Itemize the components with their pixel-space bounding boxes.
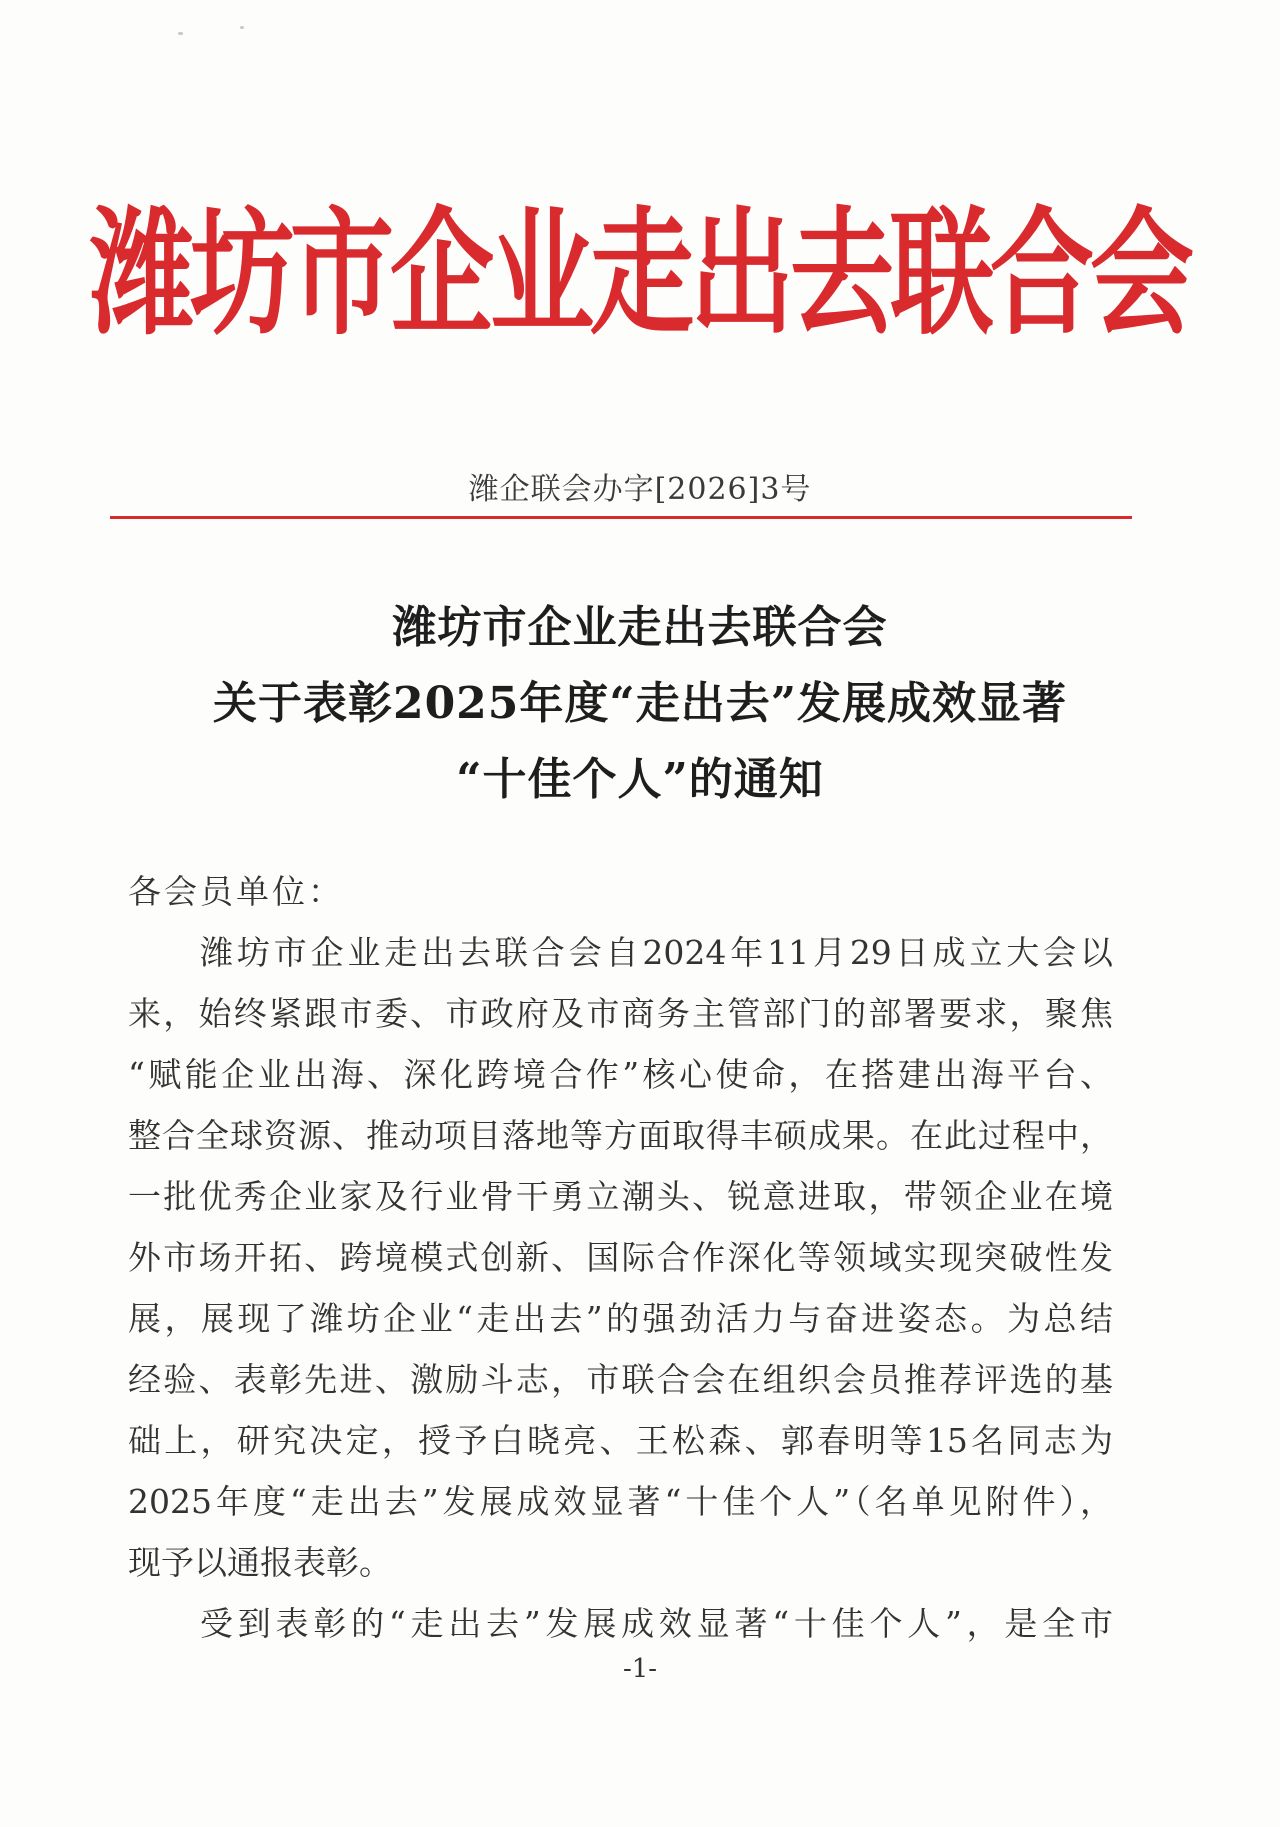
title-line-2: 关于表彰2025年度“走出去”发展成效显著 xyxy=(212,678,1068,729)
body-line: 现予以通报表彰。 xyxy=(128,1543,392,1582)
title-line-1: 潍坊市企业走出去联合会 xyxy=(392,602,888,653)
page-number: -1- xyxy=(622,1654,658,1684)
body-paragraph-2 xyxy=(128,1593,1113,1654)
body-line: 展，展现了潍坊企业“走出去”的强劲活力与奋进姿态。为总结 xyxy=(128,1299,1113,1338)
body-line: 潍坊市企业走出去联合会自2024年11月29日成立大会以 xyxy=(200,933,1113,972)
scan-speck xyxy=(240,26,244,29)
body-paragraph-1 xyxy=(128,922,1113,1593)
red-divider-line xyxy=(110,516,1132,519)
body-line: 受到表彰的“走出去”发展成效显著“十佳个人”，是全市 xyxy=(200,1604,1113,1643)
scan-speck xyxy=(178,32,183,35)
body-line: 2025年度“走出去”发展成效显著“十佳个人”（名单见附件）， xyxy=(128,1482,1113,1521)
document-number: 潍企联会办字[2026]3号 xyxy=(468,472,812,507)
body-line: 整合全球资源、推动项目落地等方面取得丰硕成果。在此过程中， xyxy=(128,1116,1113,1155)
body-line: 外市场开拓、跨境模式创新、国际合作深化等领域实现突破性发 xyxy=(128,1238,1113,1277)
body-line: 一批优秀企业家及行业骨干勇立潮头、锐意进取，带领企业在境 xyxy=(128,1177,1113,1216)
body-line: 础上，研究决定，授予白晓亮、王松森、郭春明等15名同志为 xyxy=(128,1421,1113,1460)
letterhead-title: 潍坊市企业走出去联合会 xyxy=(89,193,1190,355)
body-line: 经验、表彰先进、激励斗志，市联合会在组织会员推荐评选的基 xyxy=(128,1360,1113,1399)
notice-title xyxy=(0,590,1280,818)
body-line: 来，始终紧跟市委、市政府及市商务主管部门的部署要求，聚焦 xyxy=(128,994,1113,1033)
title-line-3: “十佳个人”的通知 xyxy=(456,754,824,805)
body-line: “赋能企业出海、深化跨境合作”核心使命，在搭建出海平台、 xyxy=(128,1055,1113,1094)
salutation: 各会员单位： xyxy=(128,872,344,911)
